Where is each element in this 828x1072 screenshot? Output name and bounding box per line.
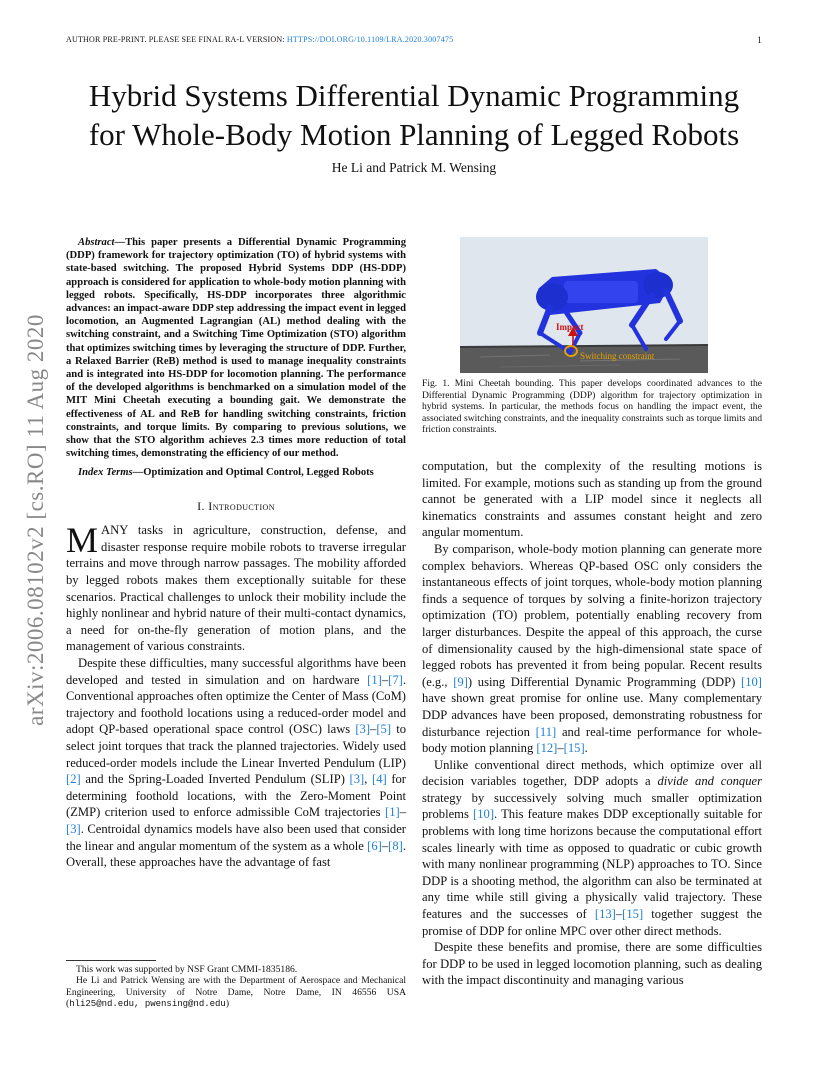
text-run: – [381, 672, 389, 687]
citation-link[interactable]: [10] [473, 807, 495, 822]
text-run: . Centroidal dynamics models have also been used that consider the linear and angular momentum of the system as a whole [66, 821, 406, 853]
index-terms [66, 466, 406, 479]
footnote-emails: hli25@nd.edu, pwensing@nd.edu [69, 999, 226, 1010]
text-run: and the Spring-Loaded Inverted Pendulum (SLIP) [80, 772, 350, 787]
page-number: 1 [757, 35, 762, 45]
switching-label: Switching constraint [580, 351, 655, 361]
right-paragraph-3 [422, 757, 762, 940]
text-run: have shown great promise for online use. Many complementary DDP advances have been proposed, demonstrating robustness for disturbance rejection [422, 691, 762, 739]
citation-link[interactable]: [3] [349, 772, 365, 787]
header-text: AUTHOR PRE-PRINT. PLEASE SEE FINAL RA-L VERSION: HTTPS://DOI.ORG/10.1109/LRA.2020.3007475 [66, 35, 454, 44]
text-run: ) using Differential Dynamic Programming (DDP) [467, 674, 742, 689]
figure-mini-cheetah [460, 237, 708, 373]
footnote-affiliation: He Li and Patrick Wensing are with the Department of Aerospace and Mechanical Engineering, University of Notre Dame, Notre Dame, IN 46556 USA (hli25@nd.edu, pwensing@nd.edu) [66, 975, 406, 1010]
citation-link[interactable]: [15] [622, 907, 644, 922]
title-line-1: Hybrid Systems Differential Dynamic Programming [88, 78, 740, 113]
citation-link[interactable]: [5] [376, 722, 392, 737]
text-run: , [364, 772, 372, 787]
impact-label: Impact [556, 322, 584, 332]
text-run: Unlike conventional direct methods, which optimize over all decision variables together, DDP adopts a [422, 757, 762, 789]
emphasis: divide and conquer [657, 774, 762, 789]
citation-link[interactable]: [10] [741, 674, 762, 689]
authors: He Li and Patrick M. Wensing [331, 160, 497, 175]
index-terms-text: —Optimization and Optimal Control, Legged Robots [132, 467, 374, 479]
citation-link[interactable]: [8] [388, 838, 403, 853]
text-run: – [399, 805, 406, 820]
citation-link[interactable]: [3] [66, 821, 81, 836]
text-run: By comparison, whole-body motion planning can generate more complex behaviors. Whereas QP-based OSC only considers the instantaneous effects of joint torques, whole-body motion planning finds a sequence of torques by solving a finite-horizon trajectory optimization (TO) problem, potentially enabling recovery from larger disturbances. Despite the appeal of this approach, the curse of dimensionality caused by the high-dimensional state space of legged robots has prevented it from being popular. Recent results (e.g., [422, 541, 762, 689]
footnote-rule [66, 960, 156, 961]
citation-link[interactable]: [1] [385, 805, 400, 820]
drop-cap: M [66, 520, 99, 561]
text-run: for determining foothold locations, with the Zero-Moment Point (ZMP) criterion used to enforce admissible CoM trajectories [66, 772, 407, 820]
figure-caption: Fig. 1. Mini Cheetah bounding. This paper develops coordinated advances to the Differential Dynamic Programming (DDP) algorithm for trajectory optimization in hybrid systems. In particular, the methods focus on handling the impact event, the associated switching constraints, and the inequality constraints such as torque limits and friction constraints. [422, 378, 762, 436]
text-run: – [370, 722, 377, 737]
right-paragraph-4: Despite these benefits and promise, there are some difficulties for DDP to be used in legged locomotion planning, such as dealing with the impact discontinuity and managing various [422, 940, 762, 988]
running-header [66, 35, 762, 49]
citation-link[interactable]: [4] [372, 772, 387, 787]
paper-title [40, 76, 788, 154]
text-run: – [557, 741, 564, 756]
doi-link[interactable]: HTTPS://DOI.ORG/10.1109/LRA.2020.3007475 [286, 35, 454, 44]
footnote [66, 964, 406, 1011]
abstract [66, 236, 406, 460]
citation-link[interactable]: [13] [594, 907, 616, 922]
intro-paragraph-2 [66, 655, 406, 871]
text-run: Despite these difficulties, many successful algorithms have been developed and tested in simulation and on hardware [66, 656, 406, 687]
text-run: and real-time performance for whole-body motion planning [422, 724, 762, 756]
left-column [66, 236, 406, 871]
figure-image [460, 237, 708, 373]
right-paragraph-1: computation, but the complexity of the resulting motions is limited. For example, motions such as standing up from the ground cannot be generated with a LIP model since it neglects all kinematics constraints and assumes constant height and zero angular momentum. [422, 459, 762, 540]
citation-link[interactable]: [12] [536, 741, 558, 756]
section-heading-introduction: I. Introduction [197, 498, 275, 513]
title-line-2: for Whole-Body Motion Planning of Legged Robots [88, 117, 740, 152]
text-run: to select joint torques that track the planned trajectories. Widely used reduced-order models include the Linear Inverted Pendulum (LIP) [66, 722, 406, 770]
text-run: . Conventional approaches often optimize the Center of Mass (CoM) trajectory and foothold locations using a reduced-order model and adopt QP-based operational space control (OSC) laws [66, 672, 406, 737]
citation-link[interactable]: [6] [367, 838, 382, 853]
abstract-text: —This paper presents a Differential Dynamic Programming (DDP) framework for trajectory optimization (TO) of hybrid systems with state-based switching. The proposed Hybrid Systems DDP (HS-DDP) approach is considered for application to whole-body motion planning with legged robots. Specifically, HS-DDP incorporates three algorithmic advances: an impact-aware DDP step addressing the impact event in legged locomotion, an Augmented Lagrangian (AL) method dealing with the switching constraint, and a Switching Time Optimization (STO) algorithm that optimizes switching times by leveraging the structure of DDP. Further, a Relaxed Barrier (ReB) method is used to manage inequality constraints and is integrated into HS-DDP for locomotion planning. The performance of the developed algorithms is benchmarked on a simulation model of the MIT Mini Cheetah executing a bounding gait. We demonstrate the effectiveness of AL and ReB for handling switching constraints, friction constraints, and torque limits. By comparing to previous solutions, we show that the STO algorithm achieves 2.3 times more reduction of total switching times, demonstrating the efficiency of our method. [66, 237, 406, 460]
index-terms-label: Index Terms [78, 467, 133, 479]
citation-link[interactable]: [1] [367, 672, 382, 687]
right-column [422, 458, 762, 989]
citation-link[interactable]: [11] [535, 724, 557, 739]
text-run: together suggest the promise of DDP for online MPC over other direct methods. [422, 907, 763, 938]
text-run: . This feature makes DDP exceptionally suitable for problems with long time horizons because the computational effort scales linearly with time as opposed to quadratic or cubic growth with many nonlinear programming (NLP) approaches to TO. Since DDP is a shooting method, the algorithm can also be terminated at any time while still giving a physically valid trajectory. These features and the successes of [422, 807, 762, 922]
intro-paragraph-1-text: ANY tasks in agriculture, construction, defense, and disaster response require mobile robots to traverse irregular terrains and move through narrow passages. The mobility afforded by legged robots makes them exceptionally suitable for these scenarios. Practical challenges to unlock their mobility include the highly nonlinear and hybrid nature of their multi-contact dynamics, a need for on-the-fly generation of motion plans, and the management of various constraints. [66, 523, 406, 654]
arxiv-stamp-text: arXiv:2006.08102v2 [cs.RO] 11 Aug 2020 [23, 314, 48, 726]
citation-link[interactable]: [2] [66, 772, 81, 787]
citation-link[interactable]: [15] [563, 741, 585, 756]
text-run: – [615, 907, 623, 922]
abstract-label: Abstract [78, 237, 115, 248]
text-run: . Overall, these approaches have the advantage of fast [66, 838, 406, 870]
arxiv-stamp [20, 290, 52, 750]
citation-link[interactable]: [9] [453, 674, 468, 689]
footnote-funding: This work was supported by NSF Grant CMMI-1835186. [76, 964, 298, 975]
intro-paragraph-1 [66, 522, 406, 655]
text-run: . [584, 741, 588, 756]
text-run: – [381, 838, 389, 853]
right-paragraph-2 [422, 541, 762, 757]
citation-link[interactable]: [7] [388, 672, 403, 687]
text-run: strategy by successively solving much smaller optimization problems [422, 790, 762, 822]
citation-link[interactable]: [3] [355, 722, 371, 737]
